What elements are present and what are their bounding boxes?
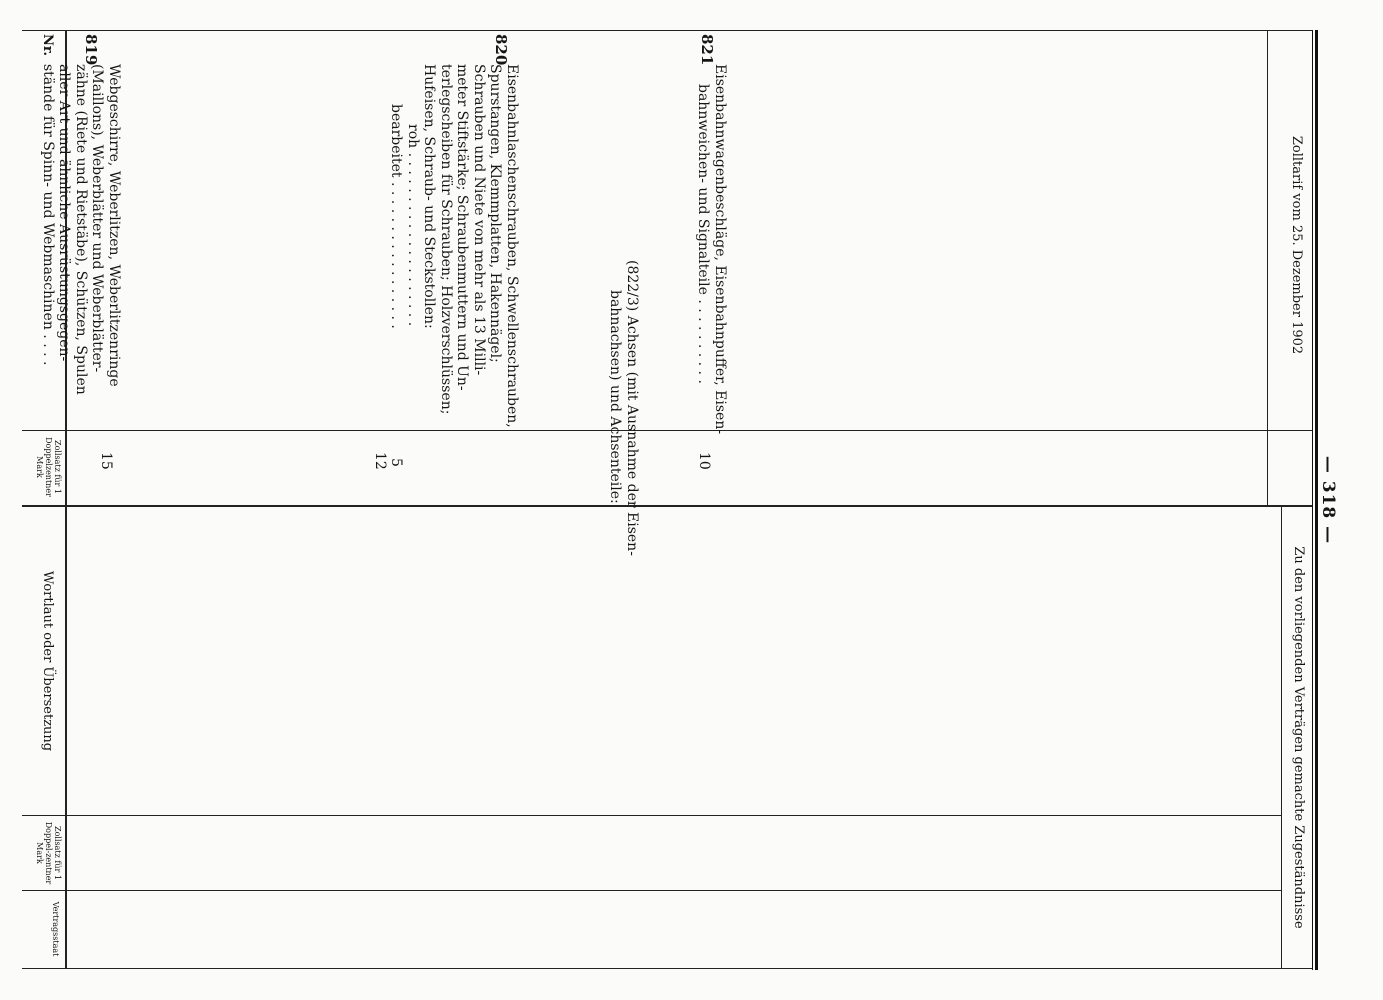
right-rate-divider [22,815,1282,816]
left-table-header: Zolltarif vom 25. Dezember 1902 [1289,135,1304,355]
entry-819-text: Webgeschirre, Weberlitzen, Weberlitzenringe (Maillons), Weberblätter und Weberblätter- zähne (Riete und Rietstäbe), Schützen, Spulen aller Art und ähnliche Ausrüstungsgegen- stände für Spinn- und Webmaschinen . . . . [40,64,122,395]
right-state-divider [22,890,1282,891]
center-divider [22,505,1312,507]
entry-820-bearbeitet-rate: 12 [372,452,388,470]
entry-821-nr: 821 [698,34,716,66]
left-header-rule [1267,30,1268,505]
vertragsstaat-column-header: Vertragsstaat [51,901,60,957]
entry-821-text: Eisenbahnwagenbeschläge, Eisenbahnpuffer, Eisen- bahnweichen- und Signalteile . . . . . . . . . . [695,64,728,435]
entry-819-nr: 819 [82,34,100,66]
entry-820-nr: 820 [492,34,510,66]
left-rate-divider [22,430,1312,431]
entry-820-text: Eisenbahnlaschenschrauben, Schwellenschrauben, Spurstangen, Klemmplatten, Hakennägel; Schrauben und Niete von mehr als 13 Milli- meter Stiftstärke; Schraubenmuttern und Un- terlegscheiben für Schrauben; Holzverschlüssen; Hufeisen, Schraub- und Steckstollen: roh . . . . . . . . . . . . . . . . . . . . bearbeitet . . . . . . . . . . . . . . . . . [388,64,520,428]
page-number: — 318 — [1318,455,1338,545]
right-border [22,968,1312,969]
right-header-rule [1281,507,1282,968]
left-rate-header: Zollsatz für 1 Doppelzentner Mark [35,437,62,497]
nr-column-header: Nr. [40,33,55,57]
right-rate-header: Zollsatz für 1 Doppel-zentner Mark [35,821,62,885]
wortlaut-column-header: Wortlaut oder Übersetzung [40,570,55,752]
entry-821-rate: 10 [696,452,712,470]
entry-819-rate: 15 [98,452,114,470]
left-border [22,30,1312,31]
top-rule-thin [1312,30,1313,970]
right-table-header: Zu den vorliegenden Verträgen gemachte Zugeständnisse [1291,546,1306,929]
entry-820-roh-rate: 5 [388,458,404,467]
entry-822-note-text: (822/3) Achsen (mit Ausnahme der Eisen- bahnachsen) und Achsenteile: [607,260,640,556]
top-rule [1315,30,1318,970]
